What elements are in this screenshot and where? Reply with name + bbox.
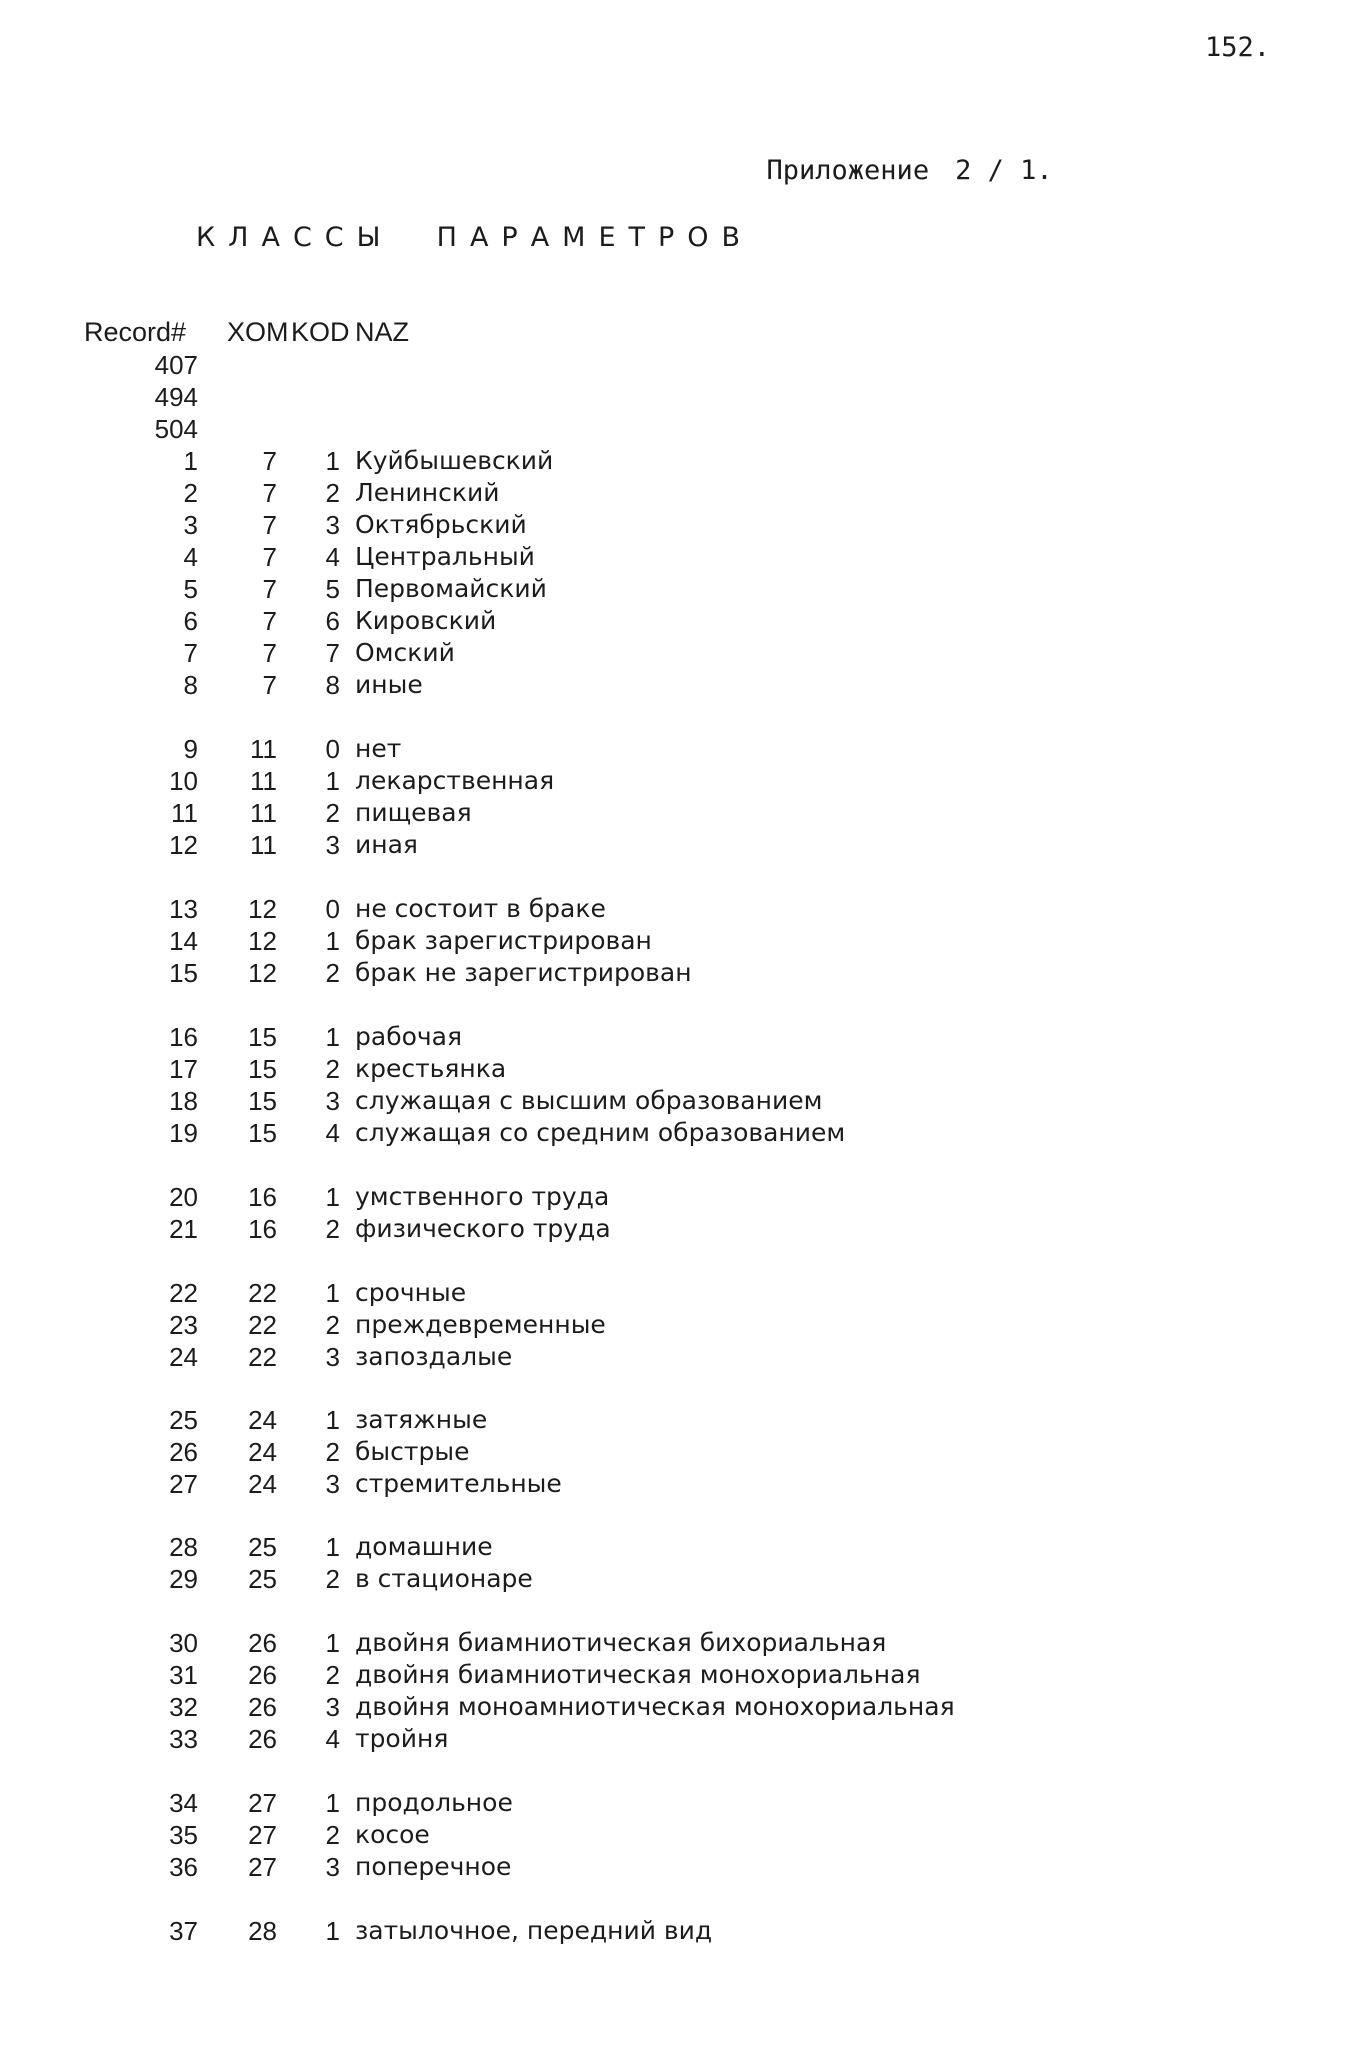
cell-record: 21: [169, 1214, 198, 1244]
cell-naz: домашние: [355, 1532, 493, 1561]
cell-kod: 3: [325, 1469, 340, 1499]
table-row: [0, 1691, 1100, 1723]
cell-naz: быстрые: [355, 1437, 470, 1466]
cell-naz: служащая со средним образованием: [355, 1118, 846, 1147]
cell-kod: 6: [325, 606, 340, 636]
cell-kod: 5: [325, 574, 340, 604]
cell-naz: запоздалые: [355, 1342, 513, 1371]
table-row: [0, 1181, 1100, 1213]
cell-kod: 3: [325, 1086, 340, 1116]
table-row: [0, 1436, 1100, 1468]
cell-kod: 2: [325, 1310, 340, 1340]
table-row: [0, 1915, 1100, 1947]
appendix-label-text: Приложение: [766, 155, 930, 186]
header-record: Record#: [84, 317, 187, 347]
table-row: [0, 829, 1100, 861]
cell-record: 13: [169, 894, 198, 924]
cell-record: 16: [169, 1022, 198, 1052]
cell-record: 31: [169, 1660, 198, 1690]
table-row: [0, 1117, 1100, 1149]
table-row: [0, 893, 1100, 925]
cell-kod: 2: [325, 1564, 340, 1594]
cell-record: 18: [169, 1086, 198, 1116]
cell-kod: 3: [325, 1852, 340, 1882]
cell-record: 23: [169, 1310, 198, 1340]
table-row: [0, 1341, 1100, 1373]
cell-kod: 0: [325, 734, 340, 764]
cell-kod: 2: [325, 958, 340, 988]
cell-naz: двойня моноамниотическая монохориальная: [355, 1692, 955, 1721]
cell-naz: не состоит в браке: [355, 894, 606, 923]
cell-xom: 12: [248, 894, 277, 924]
cell-record: 35: [169, 1820, 198, 1850]
cell-xom: 24: [248, 1405, 277, 1435]
cell-naz: физического труда: [355, 1214, 611, 1243]
table-row: [0, 413, 1100, 445]
document-title: КЛАССЫ ПАРАМЕТРОВ: [196, 222, 754, 253]
cell-naz: затяжные: [355, 1405, 488, 1434]
appendix-label: [734, 124, 1053, 186]
cell-kod: 1: [325, 446, 340, 476]
cell-xom: 22: [248, 1278, 277, 1308]
cell-naz: рабочая: [355, 1022, 463, 1051]
cell-kod: 1: [325, 1405, 340, 1435]
cell-xom: 26: [248, 1628, 277, 1658]
cell-xom: 11: [250, 734, 277, 764]
table-row: [0, 605, 1100, 637]
cell-record: 9: [183, 734, 198, 764]
cell-kod: 3: [325, 510, 340, 540]
cell-xom: 15: [248, 1022, 277, 1052]
table-row: [0, 349, 1100, 381]
table-row: [0, 1468, 1100, 1500]
cell-kod: 3: [325, 1342, 340, 1372]
cell-kod: 2: [325, 1214, 340, 1244]
cell-kod: 1: [325, 926, 340, 956]
cell-naz: косое: [355, 1820, 430, 1849]
cell-xom: 22: [248, 1342, 277, 1372]
table-row: [0, 1021, 1100, 1053]
cell-kod: 3: [325, 830, 340, 860]
cell-naz: иные: [355, 670, 423, 699]
cell-xom: 24: [248, 1437, 277, 1467]
cell-record: 8: [183, 670, 198, 700]
cell-naz: служащая с высшим образованием: [355, 1086, 823, 1115]
table-row: [0, 1531, 1100, 1563]
cell-kod: 2: [325, 1820, 340, 1850]
cell-xom: 7: [262, 574, 277, 604]
cell-xom: 24: [248, 1469, 277, 1499]
table-row: [0, 477, 1100, 509]
cell-naz: срочные: [355, 1278, 467, 1307]
cell-kod: 2: [325, 1054, 340, 1084]
table-row: [0, 1053, 1100, 1085]
cell-kod: 0: [325, 894, 340, 924]
cell-xom: 7: [262, 510, 277, 540]
cell-kod: 2: [325, 1660, 340, 1690]
cell-record: 504: [154, 414, 198, 444]
header-naz: NAZ: [355, 317, 409, 347]
cell-kod: 1: [325, 1182, 340, 1212]
cell-kod: 2: [325, 478, 340, 508]
cell-xom: 16: [248, 1214, 277, 1244]
cell-xom: 7: [262, 638, 277, 668]
cell-kod: 7: [325, 638, 340, 668]
cell-naz: двойня биамниотическая бихориальная: [355, 1628, 887, 1657]
header-xom: XOM: [227, 317, 289, 347]
table-row: [0, 1659, 1100, 1691]
cell-record: 15: [169, 958, 198, 988]
cell-xom: 22: [248, 1310, 277, 1340]
cell-record: 11: [171, 798, 198, 828]
cell-record: 1: [183, 446, 198, 476]
cell-naz: поперечное: [355, 1852, 512, 1881]
cell-kod: 1: [325, 1022, 340, 1052]
cell-xom: 15: [248, 1054, 277, 1084]
table-row: [0, 381, 1100, 413]
cell-naz: иная: [355, 830, 418, 859]
cell-xom: 25: [248, 1564, 277, 1594]
cell-kod: 1: [325, 1788, 340, 1818]
table-row: [0, 1213, 1100, 1245]
cell-xom: 11: [250, 766, 277, 796]
table-row: [0, 573, 1100, 605]
cell-xom: 27: [248, 1788, 277, 1818]
table-row: [0, 765, 1100, 797]
table-row: [0, 541, 1100, 573]
table-row: [0, 1309, 1100, 1341]
cell-kod: 1: [325, 1916, 340, 1946]
table-row: [0, 1404, 1100, 1436]
cell-naz: продольное: [355, 1788, 513, 1817]
cell-naz: брак зарегистрирован: [355, 926, 652, 955]
cell-naz: тройня: [355, 1724, 449, 1753]
cell-naz: затылочное, передний вид: [355, 1916, 713, 1945]
cell-naz: пищевая: [355, 798, 472, 827]
cell-xom: 26: [248, 1724, 277, 1754]
cell-record: 407: [154, 350, 198, 380]
cell-record: 3: [183, 510, 198, 540]
cell-naz: Куйбышевский: [355, 446, 554, 475]
table-row: [0, 733, 1100, 765]
cell-xom: 7: [262, 478, 277, 508]
cell-xom: 26: [248, 1692, 277, 1722]
cell-kod: 4: [325, 1724, 340, 1754]
cell-xom: 7: [262, 606, 277, 636]
page-number: 152.: [1205, 32, 1271, 63]
table-row: [0, 957, 1100, 989]
cell-naz: Первомайский: [355, 574, 547, 603]
cell-kod: 1: [325, 1278, 340, 1308]
appendix-number: 2 / 1.: [955, 155, 1053, 186]
table-row: [0, 797, 1100, 829]
cell-record: 30: [169, 1628, 198, 1658]
cell-kod: 8: [325, 670, 340, 700]
cell-naz: Ленинский: [355, 478, 500, 507]
table-row: [0, 1277, 1100, 1309]
cell-record: 5: [183, 574, 198, 604]
table-row: [0, 1563, 1100, 1595]
cell-xom: 7: [262, 542, 277, 572]
cell-xom: 28: [248, 1916, 277, 1946]
cell-record: 34: [169, 1788, 198, 1818]
cell-record: 19: [169, 1118, 198, 1148]
cell-kod: 1: [325, 1628, 340, 1658]
cell-record: 7: [183, 638, 198, 668]
cell-xom: 11: [250, 798, 277, 828]
table-row: [0, 445, 1100, 477]
cell-record: 6: [183, 606, 198, 636]
cell-record: 28: [169, 1532, 198, 1562]
cell-record: 37: [169, 1916, 198, 1946]
cell-record: 26: [169, 1437, 198, 1467]
cell-xom: 26: [248, 1660, 277, 1690]
table-row: [0, 637, 1100, 669]
cell-record: 29: [169, 1564, 198, 1594]
cell-xom: 7: [262, 446, 277, 476]
cell-xom: 12: [248, 926, 277, 956]
table-row: [0, 509, 1100, 541]
cell-naz: Центральный: [355, 542, 535, 571]
cell-naz: преждевременные: [355, 1310, 606, 1339]
cell-record: 4: [183, 542, 198, 572]
table-row: [0, 1627, 1100, 1659]
cell-xom: 27: [248, 1820, 277, 1850]
table-row: [0, 1819, 1100, 1851]
cell-record: 32: [169, 1692, 198, 1722]
table-row: [0, 1787, 1100, 1819]
cell-kod: 1: [325, 766, 340, 796]
cell-naz: стремительные: [355, 1469, 562, 1498]
cell-xom: 12: [248, 958, 277, 988]
cell-naz: крестьянка: [355, 1054, 507, 1083]
cell-kod: 4: [325, 1118, 340, 1148]
table-row: [0, 1085, 1100, 1117]
cell-xom: 7: [262, 670, 277, 700]
table-row: [0, 1723, 1100, 1755]
cell-record: 10: [169, 766, 198, 796]
cell-record: 27: [169, 1469, 198, 1499]
cell-xom: 15: [248, 1086, 277, 1116]
cell-record: 494: [154, 382, 198, 412]
cell-naz: Омский: [355, 638, 455, 667]
cell-xom: 27: [248, 1852, 277, 1882]
cell-naz: в стационаре: [355, 1564, 533, 1593]
cell-kod: 2: [325, 1437, 340, 1467]
table-header: [0, 317, 1100, 349]
cell-naz: нет: [355, 734, 402, 763]
cell-naz: двойня биамниотическая монохориальная: [355, 1660, 921, 1689]
cell-xom: 25: [248, 1532, 277, 1562]
header-kod: KOD: [291, 317, 350, 347]
cell-naz: лекарственная: [355, 766, 555, 795]
cell-record: 14: [169, 926, 198, 956]
cell-naz: Октябрьский: [355, 510, 527, 539]
table-row: [0, 669, 1100, 701]
cell-xom: 16: [248, 1182, 277, 1212]
cell-xom: 11: [250, 830, 277, 860]
cell-record: 24: [169, 1342, 198, 1372]
cell-record: 33: [169, 1724, 198, 1754]
cell-record: 36: [169, 1852, 198, 1882]
table-row: [0, 925, 1100, 957]
cell-kod: 1: [325, 1532, 340, 1562]
cell-record: 17: [169, 1054, 198, 1084]
cell-record: 12: [169, 830, 198, 860]
cell-naz: умственного труда: [355, 1182, 610, 1211]
cell-xom: 15: [248, 1118, 277, 1148]
cell-kod: 3: [325, 1692, 340, 1722]
cell-record: 25: [169, 1405, 198, 1435]
cell-kod: 4: [325, 542, 340, 572]
cell-record: 22: [169, 1278, 198, 1308]
cell-naz: брак не зарегистрирован: [355, 958, 692, 987]
cell-record: 2: [183, 478, 198, 508]
cell-naz: Кировский: [355, 606, 497, 635]
cell-kod: 2: [325, 798, 340, 828]
table-row: [0, 1851, 1100, 1883]
cell-record: 20: [169, 1182, 198, 1212]
